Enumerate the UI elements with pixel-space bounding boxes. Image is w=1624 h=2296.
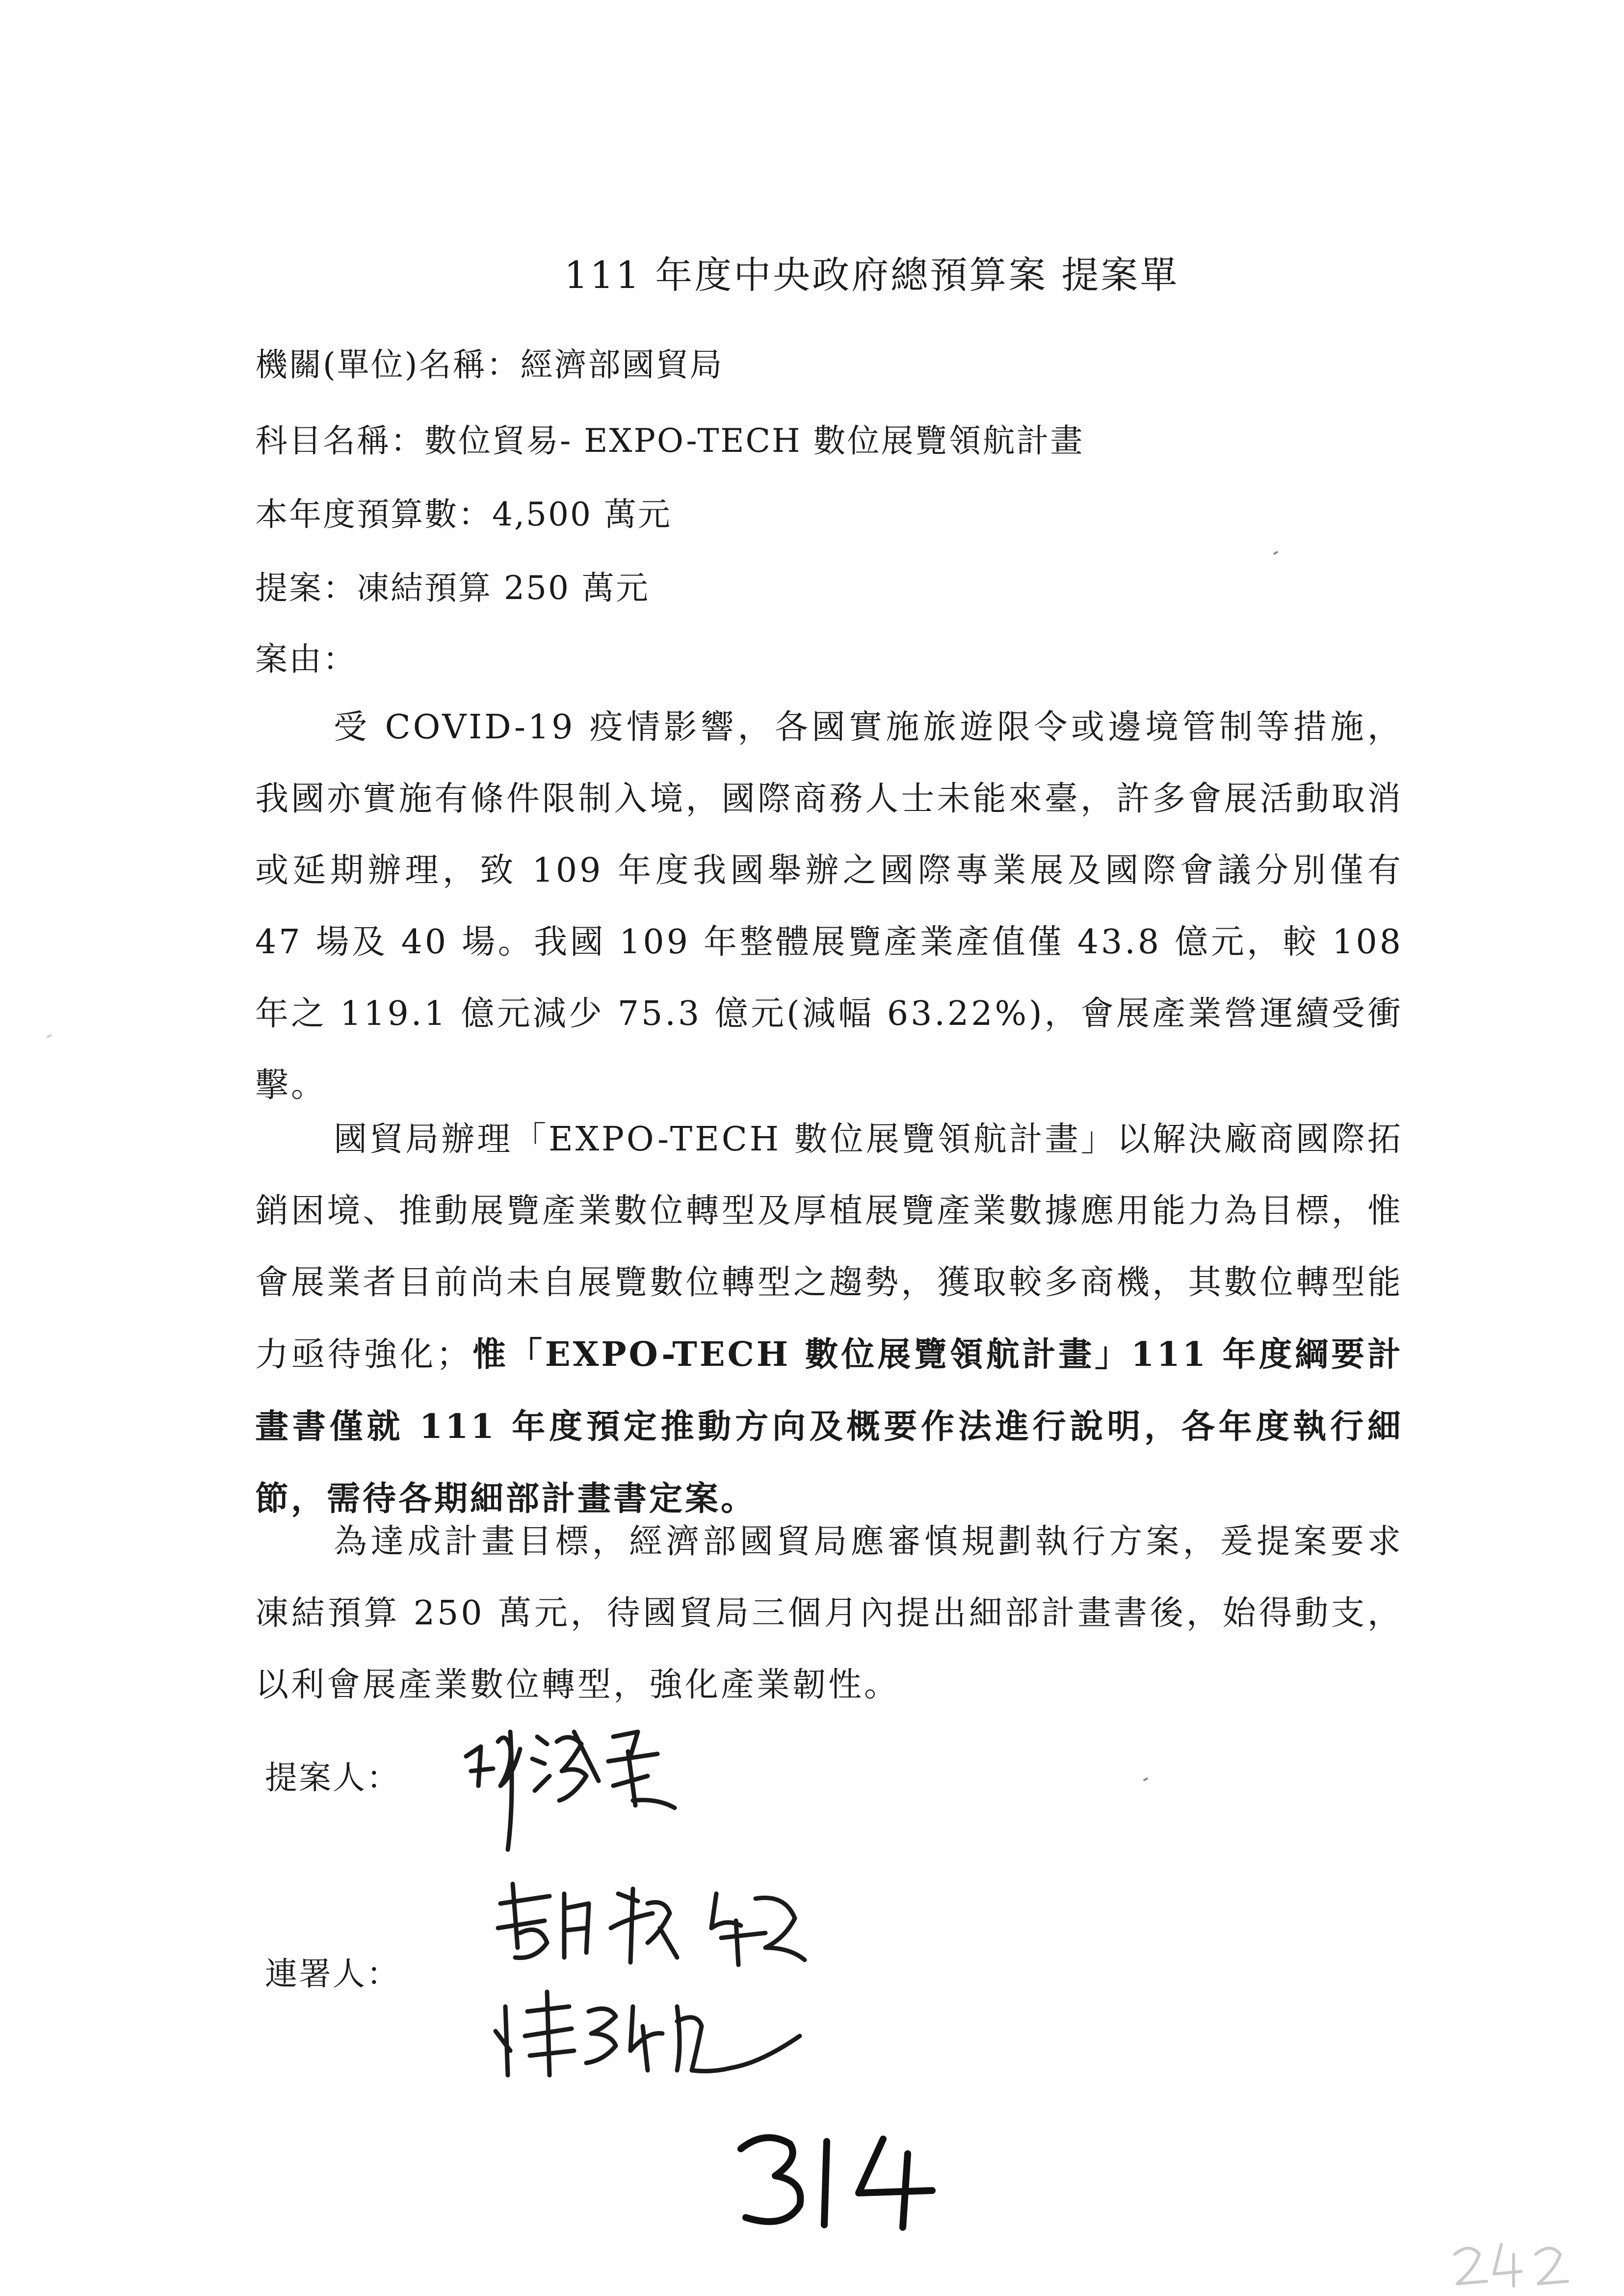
budget-field: 本年度預算數：4,500 萬元 (255, 496, 672, 533)
paragraph-2-normal-text: 國貿局辦理「EXPO-TECH 數位展覽領航計畫」以解決廠商國際拓銷困境、推動展覽產業數位轉型及厚植展覽產業數據應用能力為目標，惟會展業者目前尚未自展覽數位轉型之趨勢，獲取較多商機，其數位轉型能力亟待強化； (255, 1120, 1403, 1374)
agency-field: 機關(單位)名稱：經濟部國貿局 (255, 346, 724, 384)
subject-field: 科目名稱：數位貿易- EXPO-TECH 數位展覽領航計畫 (255, 422, 1084, 460)
document-title: 111 年度中央政府總預算案 提案單 (564, 253, 1179, 297)
reason-paragraph-3: 為達成計畫目標，經濟部國貿局應審慎規劃執行方案，爰提案要求凍結預算 250 萬元，待國貿局三個月內提出細部計畫書後，始得動支，以利會展產業數位轉型，強化產業韌性。 (255, 1522, 1403, 1704)
cosigner-signature-2 (486, 1977, 819, 2085)
proposal-field: 提案：凍結預算 250 萬元 (255, 569, 650, 607)
faint-page-number (1447, 2237, 1575, 2291)
cosigner-label: 連署人： (265, 1955, 400, 1993)
scan-speck (1273, 551, 1279, 555)
cosigner-signature-1 (491, 1874, 814, 1972)
paragraph-2-bold-text: 惟「EXPO-TECH 數位展覽領航計畫」111 年度綱要計畫書僅就 111 年度預定推動方向及概要作法進行說明，各年度執行細節，需待各期細部計畫書定案。 (255, 1335, 1403, 1518)
reason-label: 案由： (255, 640, 357, 678)
page-number (726, 2124, 957, 2237)
scan-speck (47, 1034, 52, 1038)
proposer-signature (451, 1702, 707, 1864)
reason-paragraph-1: 受 COVID-19 疫情影響，各國實施旅遊限令或邊境管制等措施，我國亦實施有條件限制入境，國際商務人士未能來臺，許多會展活動取消或延期辦理，致 109 年度我國舉辦之國際專業展及國際會議分別僅有 47 場及 40 場。我國 109 年整體展覽產業產值僅 43.8 億元，較 108 年之 119.1 億元減少 75.3 億元(減幅 63.22%)，會展產業營運續受衝擊。 (255, 708, 1403, 1105)
proposer-label: 提案人： (265, 1759, 400, 1797)
scan-speck (1143, 1777, 1149, 1781)
reason-paragraph-2 (255, 1104, 1403, 1535)
